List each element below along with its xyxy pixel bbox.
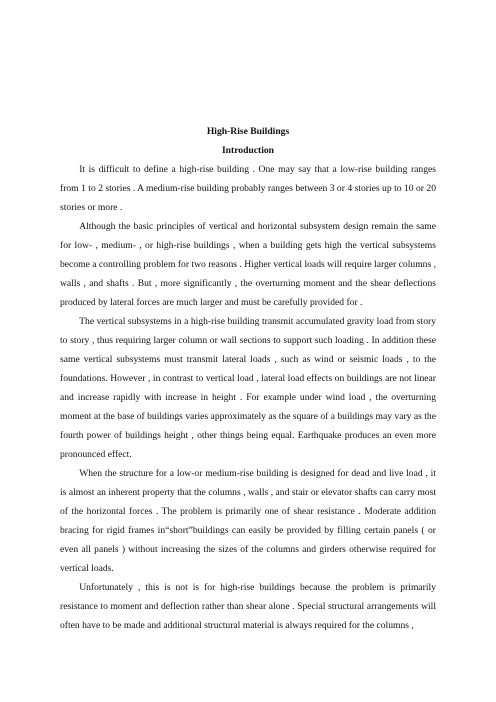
paragraph-1: It is difficult to define a high-rise building . One may say that a low-rise building ranges from 1 to 2 stories . A medium-rise building probably ranges between 3 or 4 stories up to 10 or 20 stories or more . xyxy=(60,164,436,213)
paragraph-3: The vertical subsystems in a high-rise building transmit accumulated gravity load from story to story , thus requiring larger column or wall sections to support such loading . In addition these same vertical subsystems must transmit lateral loads , such as wind or seismic loads , to the foundations. However , in contrast to vertical load , lateral load effects on buildings are not linear and increase rapidly with increase in height . For example under wind load , the overturning moment at the base of buildings varies approximately as the square of a buildings may vary as the fourth power of buildings height , other things being equal. Earthquake produces an even more pronounced effect. xyxy=(60,316,436,460)
document-title: High-Rise Buildings xyxy=(206,126,290,137)
document-body xyxy=(60,122,436,635)
section-heading: Introduction xyxy=(221,145,275,156)
paragraph-4: When the structure for a low-or medium-rise building is designed for dead and live load , it is almost an inherent property that the columns , walls , and stair or elevator shafts can carry most of the horizontal forces . The problem is primarily one of shear resistance . Moderate addition bracing for rigid frames in“short”buildings can easily be provided by filling certain panels ( or even all panels ) without increasing the sizes of the columns and girders otherwise required for vertical loads. xyxy=(60,468,436,574)
paragraph-2: Although the basic principles of vertical and horizontal subsystem design remain the same for low- , medium- , or high-rise buildings , when a building gets high the vertical subsystems become a controlling problem for two reasons . Higher vertical loads will require larger columns , walls , and shafts . But , more significantly , the overturning moment and the shear deflections produced by lateral forces are much larger and must be carefully provided for . xyxy=(60,221,436,308)
paragraph-5: Unfortunately , this is not is for high-rise buildings because the problem is primarily resistance to moment and deflection rather than shear alone . Special structural arrangements will often have to be made and additional structural material is always required for the columns , xyxy=(60,582,436,631)
